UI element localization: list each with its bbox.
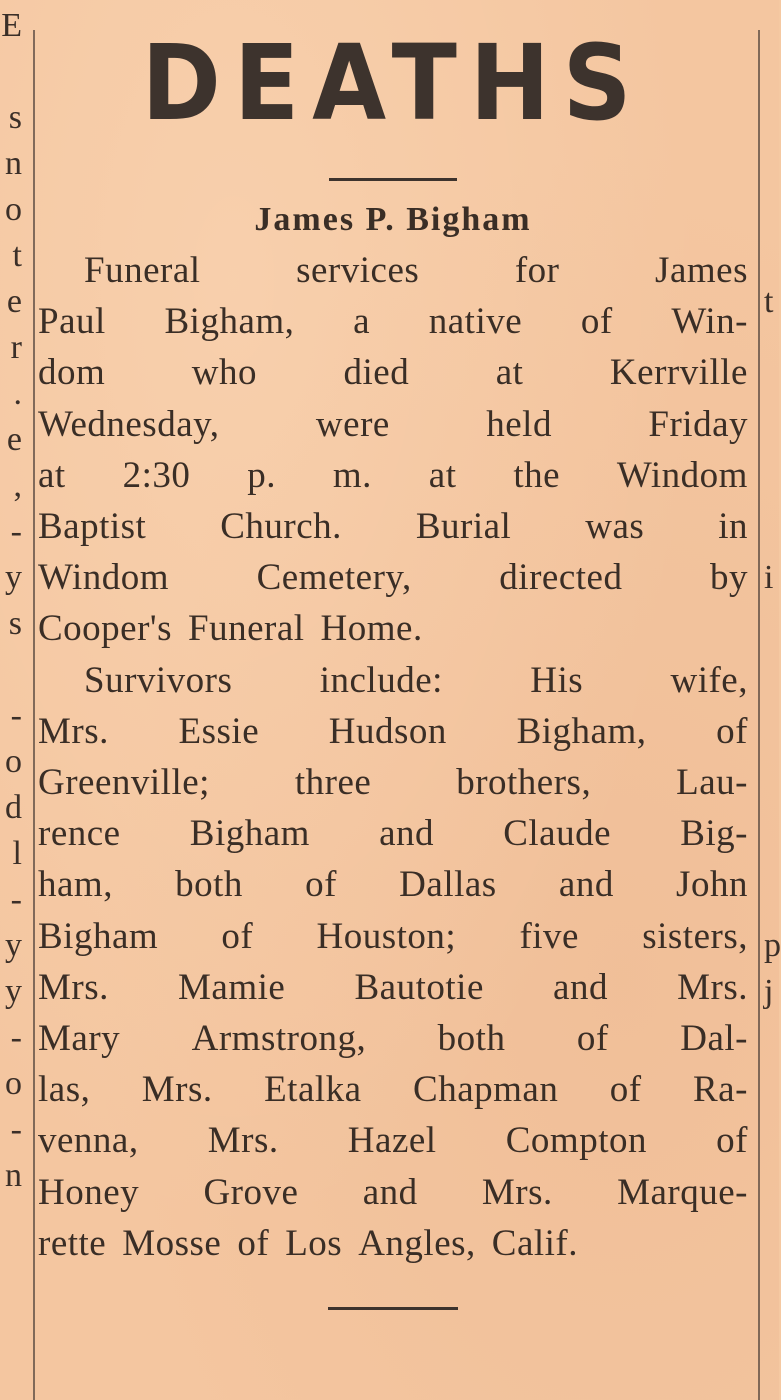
edge-character: n [5, 1157, 22, 1194]
edge-character: , [13, 467, 22, 504]
edge-character [764, 1196, 779, 1242]
edge-character: e [6, 421, 22, 458]
edge-character: . [13, 375, 22, 412]
obituary-column [38, 18, 748, 1310]
obituary-text-line: Wednesday, were held Friday [38, 403, 748, 445]
edge-character [764, 874, 779, 920]
edge-character [764, 644, 779, 690]
obituary-text-line: Baptist Church. Burial was in [38, 506, 748, 548]
edge-character [0, 46, 22, 92]
edge-character: n [5, 145, 22, 182]
obituary-text-line: venna, Mrs. Hazel Compton of [38, 1120, 748, 1162]
edge-character [764, 506, 779, 552]
edge-character: o [5, 743, 22, 780]
edge-character [764, 598, 779, 644]
edge-character: i [764, 559, 774, 596]
edge-character: - [10, 697, 22, 734]
section-headline: DEATHS [141, 22, 645, 144]
edge-character [764, 690, 779, 736]
edge-character [764, 138, 779, 184]
edge-character: y [5, 973, 22, 1010]
edge-character: r [10, 329, 22, 366]
edge-character: p [764, 927, 781, 964]
obituary-text-line: at 2:30 p. m. at the Windom [38, 454, 748, 496]
obituary-text-line: las, Mrs. Etalka Chapman of Ra- [38, 1069, 748, 1111]
edge-character: s [8, 99, 22, 136]
edge-character [764, 736, 779, 782]
obituary-name: James P. Bigham [254, 201, 532, 238]
edge-character: t [764, 283, 774, 320]
edge-character [764, 460, 779, 506]
edge-character: o [5, 191, 22, 228]
obituary-text-line: Mrs. Essie Hudson Bigham, of [38, 710, 748, 752]
edge-character [764, 184, 779, 230]
edge-character [0, 644, 22, 690]
obituary-text-line: Greenville; three brothers, Lau- [38, 762, 748, 804]
edge-character: E [1, 7, 22, 44]
edge-character: - [10, 1019, 22, 1056]
obituary-text-line: rence Bigham and Claude Big- [38, 813, 748, 855]
obituary-text-line: Mrs. Mamie Bautotie and Mrs. [38, 966, 748, 1008]
obituary-paragraph-2 [38, 655, 748, 1269]
obituary-text-line: ham, both of Dallas and John [38, 864, 748, 906]
edge-character [764, 0, 779, 46]
obituary-text-line: Cooper's Funeral Home. [38, 608, 423, 650]
edge-character [764, 322, 779, 368]
edge-character: d [5, 789, 22, 826]
edge-character [764, 1104, 779, 1150]
edge-character: j [764, 973, 774, 1010]
edge-character: s [8, 605, 22, 642]
obituary-text-line: Honey Grove and Mrs. Marque- [38, 1171, 748, 1213]
edge-character [764, 782, 779, 828]
edge-character [764, 414, 779, 460]
edge-character: o [5, 1065, 22, 1102]
edge-character: y [5, 927, 22, 964]
edge-character: t [12, 237, 22, 274]
edge-character: - [10, 881, 22, 918]
obituary-text-line: Paul Bigham, a native of Win- [38, 301, 748, 343]
obituary-text-line: Windom Cemetery, directed by [38, 557, 748, 599]
edge-character: - [10, 1111, 22, 1148]
edge-character: y [5, 559, 22, 596]
obituary-text-line: dom who died at Kerrville [38, 352, 748, 394]
end-divider [328, 1307, 458, 1310]
edge-character [764, 368, 779, 414]
edge-character [764, 828, 779, 874]
obituary-text-line: Funeral services for James [84, 250, 748, 291]
obituary-text-line: Bigham of Houston; five sisters, [38, 915, 748, 957]
edge-character: e [6, 283, 22, 320]
obituary-text-line: Mary Armstrong, both of Dal- [38, 1018, 748, 1060]
edge-character [764, 92, 779, 138]
headline-divider [329, 178, 457, 181]
left-neighbor-column-fragment [0, 0, 26, 1400]
edge-character [764, 230, 779, 276]
edge-character: l [12, 835, 22, 872]
edge-character [764, 1058, 779, 1104]
obituary-paragraph-1 [38, 245, 748, 655]
edge-character [764, 46, 779, 92]
edge-character: - [10, 513, 22, 550]
obituary-text-line: Survivors include: His wife, [84, 659, 748, 701]
edge-character [764, 1150, 779, 1196]
right-neighbor-column-fragment [764, 0, 779, 1400]
obituary-text-line: rette Mosse of Los Angles, Calif. [38, 1222, 578, 1264]
edge-character [764, 1012, 779, 1058]
right-column-rule [758, 30, 760, 1400]
left-column-rule [33, 30, 35, 1400]
